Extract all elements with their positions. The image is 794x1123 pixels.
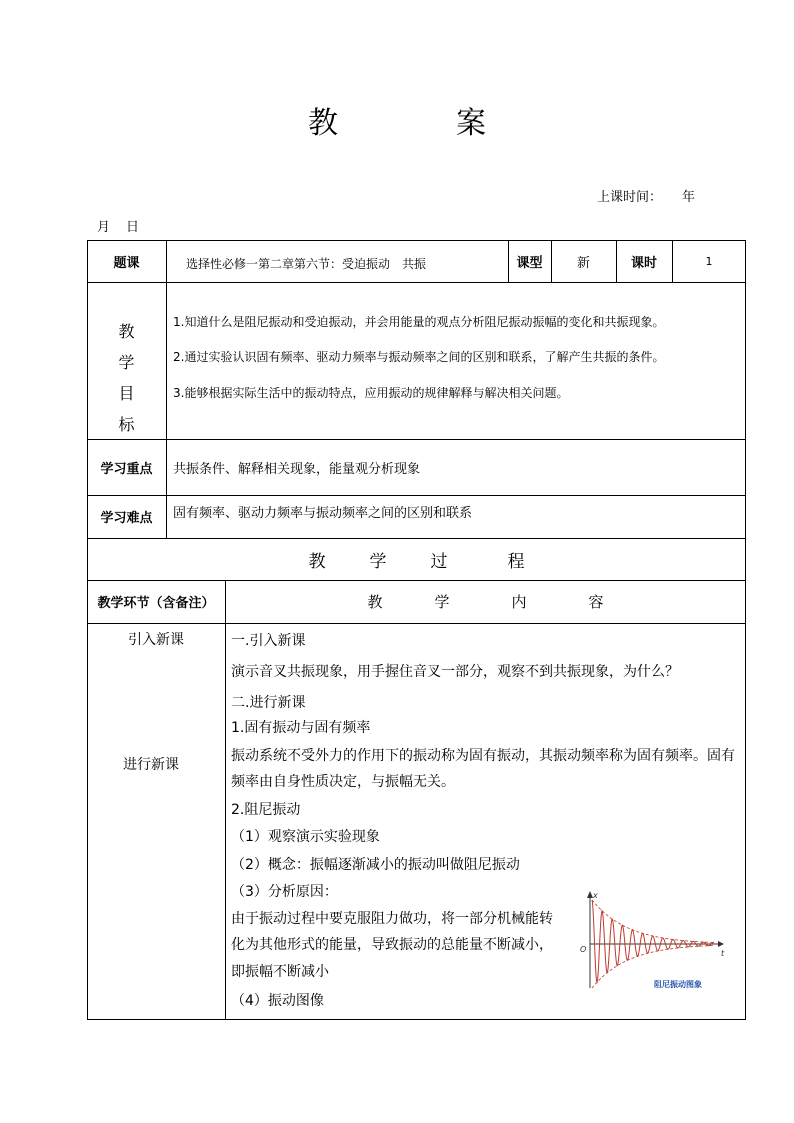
x-axis-arrow [718,941,724,947]
difficulties-label: 学习难点 [100,511,153,526]
difficulties-value: 固有频率、驱动力频率与振动频率之间的区别和联系 [173,506,473,521]
content-header-char: 容 [588,593,604,611]
hours-label: 课时 [630,255,657,271]
content-line: （3）分析原因： [231,884,338,900]
stage-column-header: 教学环节（含备注） [97,596,215,611]
goal-item: 3.能够根据实际生活中的振动特点，应用振动的规律解释与解决相关问题。 [173,386,569,400]
col-divider [166,240,167,538]
title-char: 案 [456,106,486,141]
x-axis-label: t [721,949,725,958]
figure-caption: 阻尼振动图象 [654,980,702,989]
day-label: 日 [126,220,140,235]
goals-label-char: 目 [118,384,135,403]
process-heading [87,538,746,580]
content-column-header [225,580,746,623]
origin-label: O [580,945,587,954]
y-axis-label: x [593,891,598,900]
content-line: 振动系统不受外力的作用下的振动称为固有振动，其振动频率称为固有频率。固有 [231,748,735,764]
row-divider [87,623,746,624]
content-line: （2）概念：振幅逐渐减小的振动叫做阻尼振动 [231,857,520,873]
topic-label: 题课 [113,255,140,271]
goal-item: 1.知道什么是阻尼振动和受迫振动，并会用能量的观点分析阻尼振动振幅的变化和共振现象。 [173,315,665,329]
content-line: （4）振动图像 [231,993,324,1009]
title-char: 教 [308,106,338,141]
damped-oscillation-figure [578,886,728,996]
content-line: 由于振动过程中要克服阻力做功，将一部分机械能转 [231,911,553,927]
content-line: 化为其他形式的能量，导致振动的总能量不断减小， [231,937,553,953]
content-line: 2.阻尼振动 [231,802,301,818]
page-title [0,98,794,142]
stage-new: 进行新课 [123,757,179,773]
process-heading-char: 教 [308,551,326,572]
process-heading-char: 程 [507,551,525,572]
process-heading-char: 过 [430,551,448,572]
content-header-char: 教 [367,593,383,611]
content-line: 1.固有振动与固有频率 [231,720,371,736]
goal-item: 2.通过实验认识固有频率、驱动力频率与振动频率之间的区别和联系，了解产生共振的条件。 [173,350,665,364]
content-header-char: 内 [511,593,527,611]
content-line: 二.进行新课 [231,695,306,711]
goals-label-char: 标 [118,415,135,434]
topic-value: 选择性必修一第二章第六节：受迫振动 共振 [186,256,427,271]
class-time-label: 上课时间： [597,190,663,205]
content-line: 一.引入新课 [231,633,306,649]
content-line: （1）观察演示实验现象 [231,829,380,845]
class-time [597,186,695,205]
process-heading-char: 学 [369,551,387,572]
goals-label-char: 学 [118,353,135,372]
content-line: 演示音叉共振现象，用手握住音叉一部分，观察不到共振现象，为什么？ [231,664,679,680]
goals-label [87,316,166,440]
key-points-label: 学习重点 [100,461,153,477]
content-header-char: 学 [434,593,450,611]
content-line: 频率由自身性质决定，与振幅无关。 [231,774,455,790]
content-line: 即振幅不断减小 [231,964,329,980]
goals-label-char: 教 [118,322,135,341]
key-points-value: 共振条件、解释相关现象，能量观分析现象 [173,461,421,477]
month-label: 月 [97,220,111,235]
class-date [97,216,139,235]
hours-value: 1 [705,254,713,268]
col-divider [225,580,226,1020]
type-value: 新 [576,255,590,271]
type-label: 课型 [516,255,543,271]
stage-intro: 引入新课 [128,632,184,648]
year-label: 年 [682,190,696,205]
